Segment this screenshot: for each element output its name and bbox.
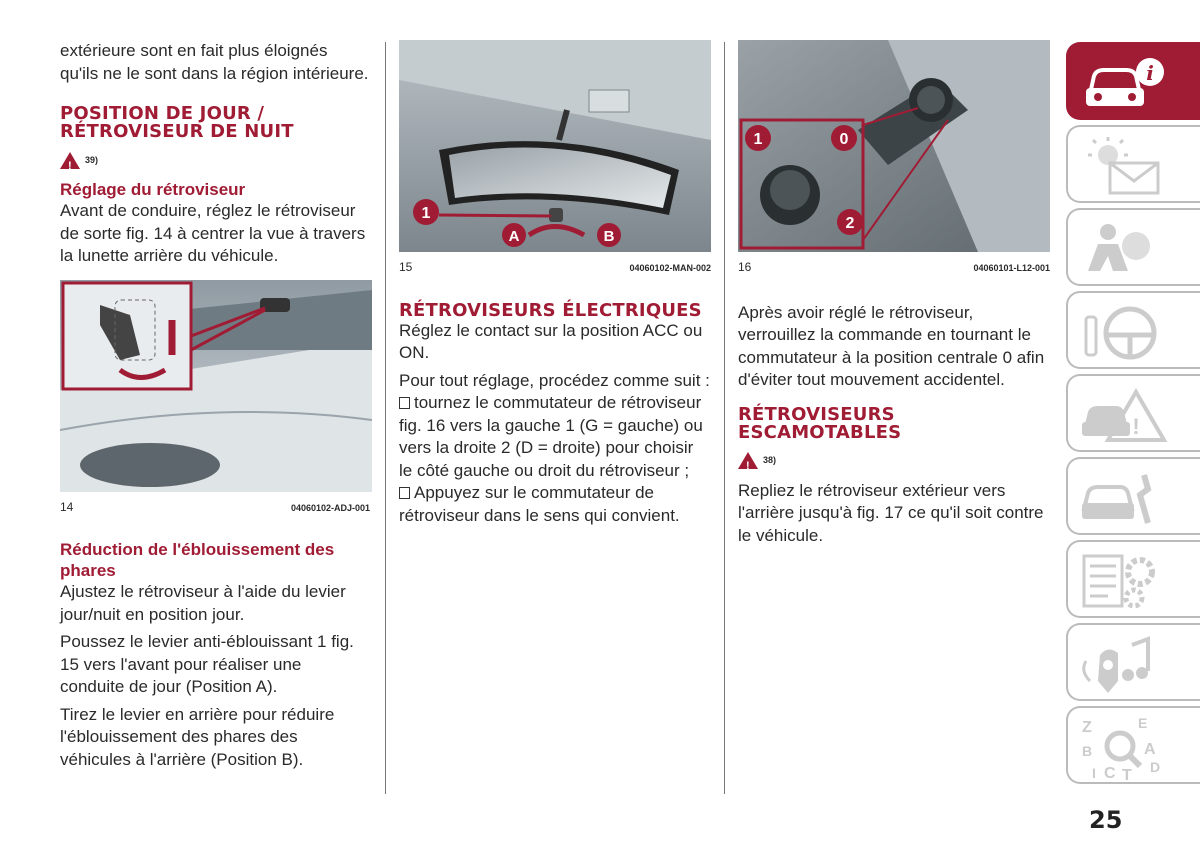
index-letter: T <box>1122 767 1132 780</box>
callout-2: 2 <box>845 215 855 232</box>
bullet-box-icon <box>399 487 410 499</box>
index-letter: D <box>1150 759 1161 775</box>
warning-triangle-icon: ! <box>60 152 80 169</box>
tab-index[interactable] <box>1066 706 1200 784</box>
index-letter: B <box>1082 743 1093 759</box>
tab-emergency[interactable] <box>1066 374 1200 452</box>
svg-text:!: ! <box>1132 414 1140 439</box>
column-3 <box>738 40 1050 547</box>
paragraph-lock: Après avoir réglé le rétroviseur, verrouillez la commande en tournant le commutateur à la position centrale 0 afin d'éviter tout mouvement accidentel. <box>738 302 1045 389</box>
bullet-box-icon <box>399 397 410 409</box>
multimedia-icon <box>1078 631 1168 697</box>
paragraph-ignition: Réglez le contact sur la position ACC ou ON. <box>399 320 703 362</box>
warning-ref-38 <box>738 450 1050 472</box>
list-item-1 <box>399 392 711 482</box>
paragraph-fold: Repliez le rétroviseur extérieur vers l'arrière jusqu'à fig. 17 ce qu'il soit contre le véhicule. <box>738 480 1044 545</box>
section-heading-electric-mirrors: RÉTROVISEURS ÉLECTRIQUES <box>399 299 702 321</box>
figure-15-caption <box>399 256 711 280</box>
index-letter: C <box>1104 765 1116 780</box>
figure-number: 15 <box>399 260 413 274</box>
callout-1: 1 <box>421 205 431 222</box>
figure-15-image <box>399 40 711 252</box>
page-number: 25 <box>1089 806 1123 834</box>
column-1 <box>60 40 370 771</box>
tab-multimedia[interactable] <box>1066 623 1200 701</box>
callout-1: 1 <box>753 131 763 148</box>
warning-triangle-icon: ! <box>738 452 758 469</box>
figure-16-caption <box>738 256 1050 280</box>
index-letter: I <box>1092 765 1096 780</box>
figure-16-image <box>738 40 1050 252</box>
tab-car-info[interactable] <box>1066 42 1200 120</box>
tab-safety[interactable] <box>1066 208 1200 286</box>
paragraph-glare-3: Tirez le levier en arrière pour réduire l'éblouissement des phares des véhicules à l'arrière (Position B). <box>60 704 335 769</box>
subheading-glare: Réduction de l'éblouissement des phares <box>60 540 335 580</box>
airbag-safety-icon <box>1078 216 1168 282</box>
section-heading-folding-mirrors: RÉTROVISEURS ESCAMOTABLES <box>738 403 902 443</box>
lights-message-icon <box>1078 133 1168 199</box>
tab-lights-messages[interactable] <box>1066 125 1200 203</box>
car-info-icon <box>1078 50 1168 116</box>
figure-ref: 04060102-ADJ-001 <box>290 502 370 513</box>
rearview-mirror-illustration <box>399 40 711 252</box>
callout-a: A <box>508 228 520 245</box>
warning-ref-label: 39) <box>85 154 99 165</box>
figure-ref: 04060101-L12-001 <box>973 263 1050 273</box>
specs-gears-icon <box>1078 548 1168 614</box>
section-heading-day-night: POSITION DE JOUR / RÉTROVISEUR DE NUIT <box>60 103 294 142</box>
column-2 <box>399 40 711 527</box>
figure-14-caption <box>60 496 370 520</box>
figure-14-image <box>60 280 372 492</box>
warning-ref-label: 38) <box>763 455 777 466</box>
mirror-switch-illustration <box>738 40 1050 252</box>
tab-technical-data[interactable] <box>1066 540 1200 618</box>
paragraph-glare-2: Poussez le levier anti-éblouissant 1 fig. 15 vers l'avant pour réaliser une conduite de jour (Position A). <box>60 632 354 696</box>
figure-number: 14 <box>60 499 74 514</box>
warning-ref-39 <box>60 149 370 171</box>
steering-key-icon <box>1078 299 1168 365</box>
callout-b: B <box>603 228 615 245</box>
index-letter: E <box>1138 715 1148 731</box>
list-item-2 <box>399 482 711 527</box>
list-item-2-text: Appuyez sur le commutateur de rétroviseur dans le sens qui convient. <box>399 483 680 525</box>
callout-0: 0 <box>839 131 849 148</box>
tab-starting-driving[interactable] <box>1066 291 1200 369</box>
car-service-icon <box>1078 465 1168 531</box>
column-divider-1 <box>385 42 386 794</box>
warning-car-icon <box>1078 382 1168 448</box>
list-item-1-text: tournez le commutateur de rétroviseur fig. 16 vers la gauche 1 (G = gauche) ou vers la droite 2 (D = droite) pour choisir le côté gauche ou droit du rétroviseur ; <box>399 393 703 480</box>
column-divider-2 <box>724 42 725 794</box>
svg-text:i: i <box>1146 61 1154 85</box>
car-mirror-illustration <box>60 280 372 492</box>
tab-maintenance[interactable] <box>1066 457 1200 535</box>
paragraph-glare-1: Ajustez le rétroviseur à l'aide du levier jour/nuit en position jour. <box>60 582 346 624</box>
paragraph-adjust: Avant de conduire, réglez le rétroviseur de sorte fig. 14 à centrer la vue à travers la lunette arrière du véhicule. <box>60 201 366 265</box>
figure-ref: 04060102-MAN-002 <box>629 263 711 273</box>
paragraph-procedure: Pour tout réglage, procédez comme suit : <box>399 370 710 390</box>
figure-number: 16 <box>738 260 752 274</box>
intro-text: extérieure sont en fait plus éloignés qu'ils ne le sont dans la région intérieure. <box>60 41 369 83</box>
index-search-icon <box>1078 714 1168 780</box>
index-letter: A <box>1144 741 1156 758</box>
index-letter: Z <box>1082 719 1092 736</box>
subheading-adjust: Réglage du rétroviseur <box>60 180 246 199</box>
